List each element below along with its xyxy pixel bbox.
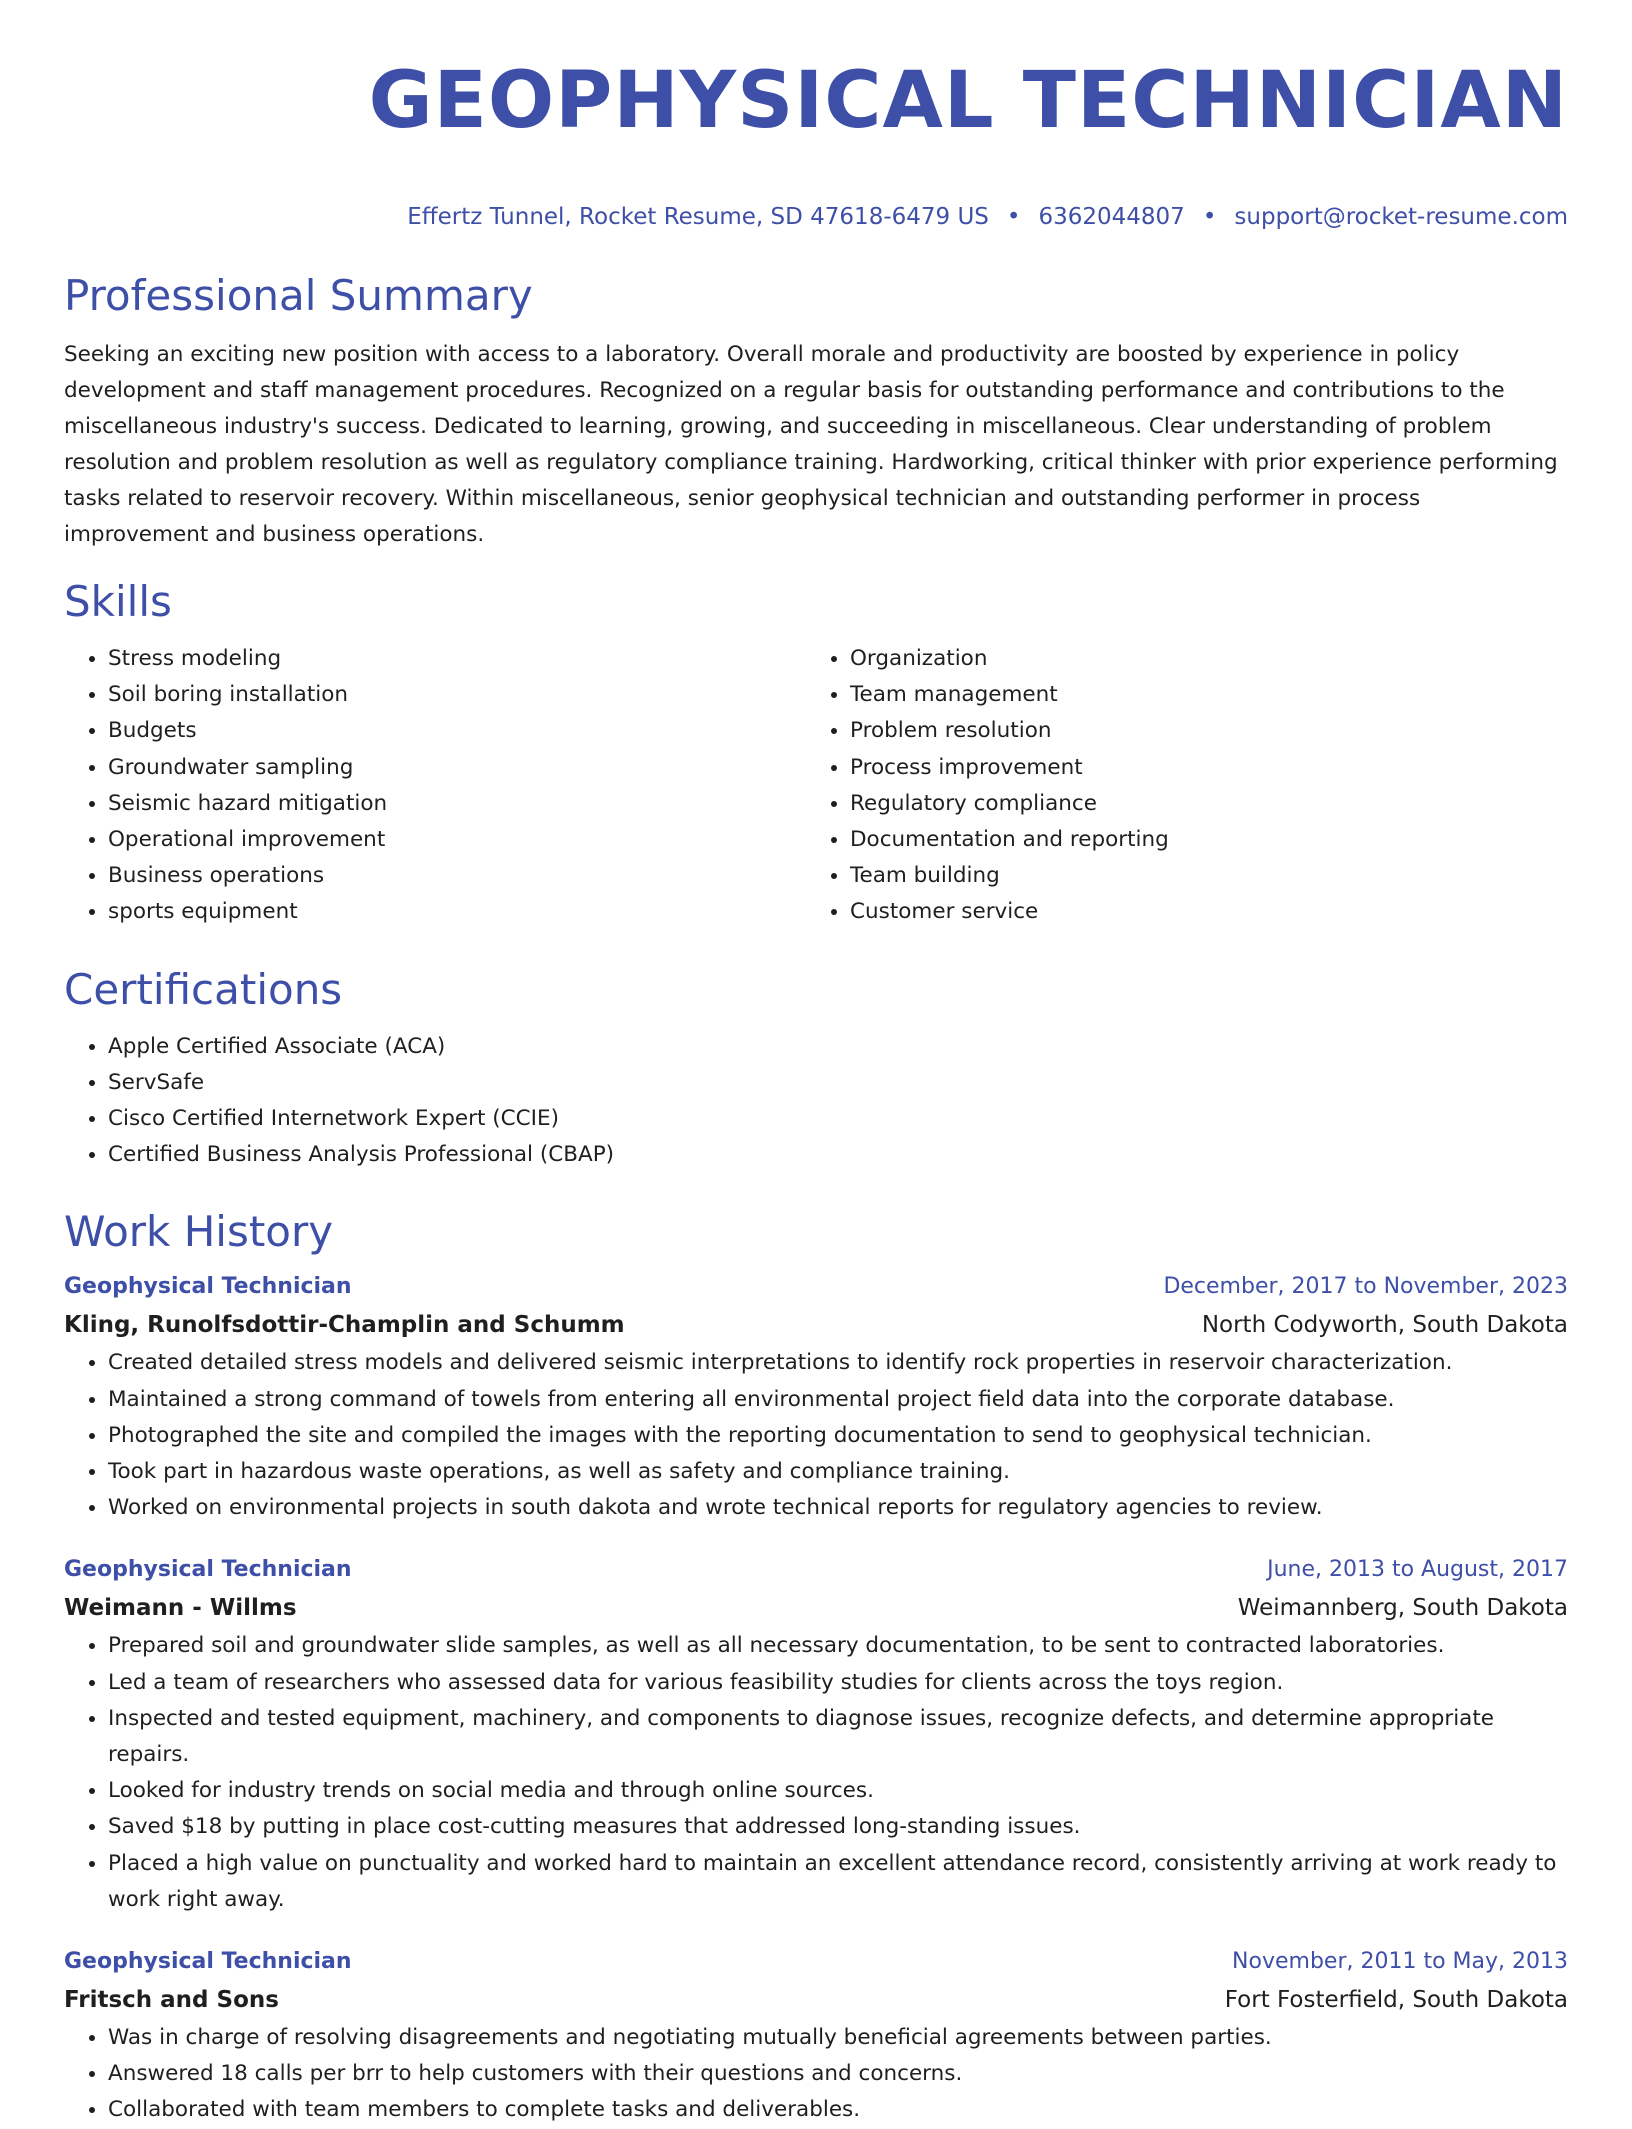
job-bullet: • Collaborated with team members to complete tasks and deliverables.: [108, 2092, 1568, 2128]
summary-text: Seeking an exciting new position with access to a laboratory. Overall morale and productivity are boosted by experience in policy development and staff management procedures. Recognized on a regular basis for outstanding performance and contributions to the miscellaneous industry's success. Dedicated to learning, growing, and succeeding in miscellaneous. Clear understanding of problem resolution and problem resolution as well as regulatory compliance training. Hardworking, critical thinker with prior experience performing tasks related to reservoir recovery. Within miscellaneous, senior geophysical technician and outstanding performer in process improvement and business operations.: [64, 342, 1558, 547]
job-dates: November, 2011 to May, 2013: [1232, 1949, 1568, 1975]
skill-item: • Soil boring installation: [108, 677, 806, 713]
contact-phone: 6362044807: [1038, 204, 1185, 230]
certification-item: • Certified Business Analysis Professional (CBAP): [108, 1137, 1568, 1173]
job-bullet: • Was in charge of resolving disagreements and negotiating mutually beneficial agreements between parties.: [108, 2020, 1568, 2056]
skills-heading: Skills: [64, 577, 172, 626]
contact-line: [64, 202, 1568, 232]
job-bullet: • Saved $18 by putting in place cost-cutting measures that addressed long-standing issues.: [108, 1809, 1568, 1845]
job-bullet: • Led a team of researchers who assessed data for various feasibility studies for clients across the toys region.: [108, 1665, 1568, 1701]
job-bullet: • Maintained a strong command of towels from entering all environmental project field data into the corporate database.: [108, 1382, 1568, 1418]
contact-email[interactable]: support@rocket-resume.com: [1234, 204, 1568, 230]
job-title: Geophysical Technician: [64, 1949, 352, 1975]
skill-item: • Stress modeling: [108, 641, 806, 677]
job-location: Fort Fosterfield, South Dakota: [1224, 1987, 1568, 2014]
job-bullet: • Placed a high value on punctuality and worked hard to maintain an excellent attendance record, consistently arriving at work ready to work right away.: [108, 1846, 1568, 1918]
job-bullets: [64, 1345, 1568, 1526]
skill-item: • Customer service: [850, 894, 1548, 930]
job-bullet: • Inspected and tested equipment, machinery, and components to diagnose issues, recognize defects, and determine appropriate repairs.: [108, 1701, 1568, 1773]
job-company-row: [64, 1980, 1568, 2020]
skill-item: • Team building: [850, 858, 1548, 894]
job-company: Weimann - Willms: [64, 1595, 297, 1622]
skill-item: • Groundwater sampling: [108, 750, 806, 786]
skill-item: • Documentation and reporting: [850, 822, 1548, 858]
job-entry: [64, 1944, 1568, 2129]
summary-heading: Professional Summary: [64, 271, 533, 320]
job-bullet: • Prepared soil and groundwater slide samples, as well as all necessary documentation, to be sent to contracted laboratories.: [108, 1628, 1568, 1664]
skill-item: • Budgets: [108, 713, 806, 749]
job-bullet: • Worked on environmental projects in south dakota and wrote technical reports for regulatory agencies to review.: [108, 1490, 1568, 1526]
job-title: Geophysical Technician: [64, 1274, 352, 1300]
job-company-row: [64, 1588, 1568, 1628]
work-history-heading: Work History: [64, 1207, 334, 1257]
skills-list-left: [64, 641, 806, 931]
job-bullet: • Took part in hazardous waste operations, as well as safety and compliance training.: [108, 1454, 1568, 1490]
job-company-row: [64, 1305, 1568, 1345]
skill-item: • Team management: [850, 677, 1548, 713]
job-bullets: [64, 2020, 1568, 2129]
candidate-name: GEOPHYSICAL TECHNICIAN: [368, 56, 1568, 146]
skill-item: • Seismic hazard mitigation: [108, 786, 806, 822]
job-bullets: [64, 1628, 1568, 1918]
certifications-heading: Certifications: [64, 964, 343, 1014]
skills-grid: [64, 641, 1568, 931]
skill-item: • Problem resolution: [850, 713, 1548, 749]
skill-item: • sports equipment: [108, 894, 806, 930]
job-entry: [64, 1552, 1568, 1918]
skill-item: • Process improvement: [850, 750, 1548, 786]
job-company: Fritsch and Sons: [64, 1987, 279, 2014]
certification-item: • Cisco Certified Internetwork Expert (CCIE): [108, 1101, 1568, 1137]
job-dates: December, 2017 to November, 2023: [1163, 1274, 1568, 1300]
skill-item: • Operational improvement: [108, 822, 806, 858]
job-location: Weimannberg, South Dakota: [1237, 1595, 1568, 1622]
certification-item: • Apple Certified Associate (ACA): [108, 1029, 1568, 1065]
job-bullet: • Answered 18 calls per brr to help customers with their questions and concerns.: [108, 2056, 1568, 2092]
skill-item: • Regulatory compliance: [850, 786, 1548, 822]
job-location: North Codyworth, South Dakota: [1201, 1312, 1568, 1339]
skills-column-left: [64, 641, 806, 931]
skills-column-right: [806, 641, 1548, 931]
resume-header: [64, 56, 1568, 232]
skill-item: • Business operations: [108, 858, 806, 894]
job-company: Kling, Runolfsdottir-Champlin and Schumm: [64, 1312, 625, 1339]
job-dates: June, 2013 to August, 2017: [1267, 1557, 1568, 1583]
contact-separator: •: [1006, 204, 1021, 230]
job-title: Geophysical Technician: [64, 1557, 352, 1583]
job-entry: [64, 1269, 1568, 1526]
job-header-row: [64, 1944, 1568, 1980]
certifications-list: [64, 1029, 1568, 1174]
job-bullet: • Looked for industry trends on social media and through online sources.: [108, 1773, 1568, 1809]
job-bullet: • Created detailed stress models and delivered seismic interpretations to identify rock properties in reservoir characterization.: [108, 1345, 1568, 1381]
certification-item: • ServSafe: [108, 1065, 1568, 1101]
contact-address: Effertz Tunnel, Rocket Resume, SD 47618-6479 US: [407, 204, 989, 230]
skill-item: • Organization: [850, 641, 1548, 677]
job-header-row: [64, 1269, 1568, 1305]
skills-list-right: [806, 641, 1548, 931]
job-bullet: • Photographed the site and compiled the images with the reporting documentation to send to geophysical technician.: [108, 1418, 1568, 1454]
job-header-row: [64, 1552, 1568, 1588]
contact-separator: •: [1202, 204, 1217, 230]
